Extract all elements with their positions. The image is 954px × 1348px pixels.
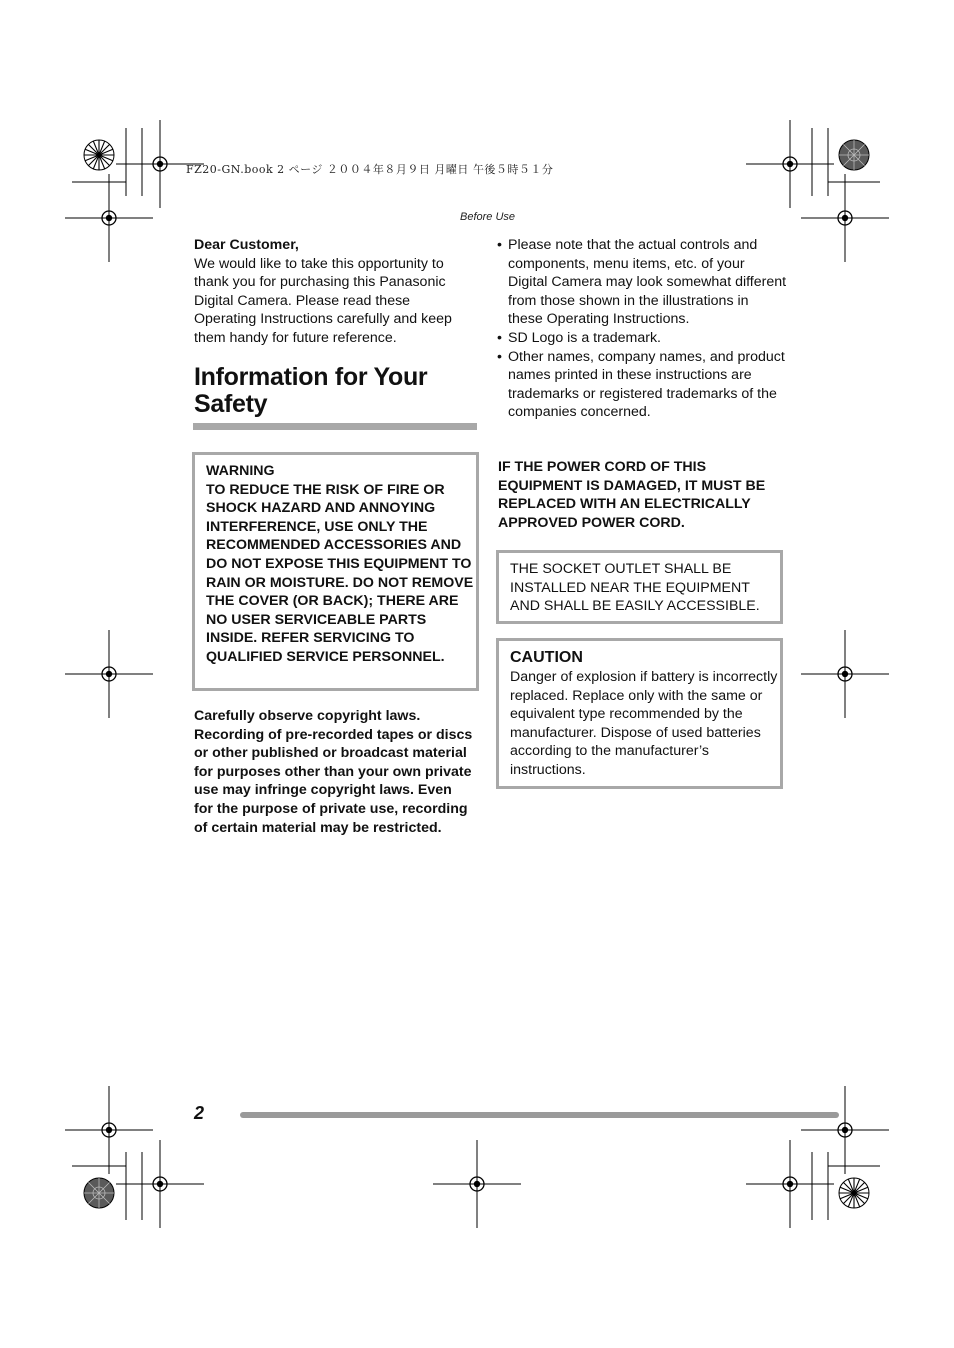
warning-heading: WARNING — [206, 463, 275, 479]
socket-note: THE SOCKET OUTLET SHALL BE INSTALLED NEAR THE EQUIPMENT AND SHALL BE EASILY ACCESSIBLE. — [510, 561, 760, 615]
warning-box — [192, 452, 479, 691]
greeting-body: We would like to take this opportunity to thank you for purchasing this Panasonic Digital Camera. Please read these Operating Instructions carefully and keep them handy for future reference. — [194, 255, 452, 346]
socket-outlet-box — [496, 550, 783, 624]
footer-rule — [240, 1112, 839, 1118]
power-cord-note: IF THE POWER CORD OF THIS EQUIPMENT IS DAMAGED, IT MUST BE REPLACED WITH AN ELECTRICALLY APPROVED POWER CORD. — [498, 459, 766, 531]
list-item: • Please note that the actual controls and components, menu items, etc. of your Digital Camera may look somewhat different from those shown in the illustrations in these Operating Instructions. — [497, 236, 787, 329]
page-title: Information for Your Safety — [194, 363, 428, 418]
notice-list — [497, 236, 787, 422]
print-file-header: FZ20-GN.book 2 ページ ２００４年８月９日 月曜日 午後５時５１分 — [186, 163, 554, 176]
copyright-note: Carefully observe copyright laws. Recording of pre-recorded tapes or discs or other published or broadcast material for purposes other than your own private use may infringe copyright laws. Even for the purpose of private use, recording of certain material may be restricted. — [194, 708, 473, 836]
caution-heading: CAUTION — [510, 649, 583, 666]
caution-body: Danger of explosion if battery is incorrectly replaced. Replace only with the same or equivalent type recommended by the manufacturer. Dispose of used batteries according to the manufacturer’s instructions. — [510, 669, 778, 778]
greeting-lead: Dear Customer, — [194, 237, 299, 253]
section-label: Before Use — [460, 211, 516, 223]
title-rule — [193, 423, 477, 430]
warning-body: TO REDUCE THE RISK OF FIRE OR SHOCK HAZARD AND ANNOYING INTERFERENCE, USE ONLY THE RECOMMENDED ACCESSORIES AND DO NOT EXPOSE THIS EQUIPMENT TO RAIN OR MOISTURE. DO NOT REMOVE THE COVER (OR BACK); THERE ARE NO USER SERVICEABLE PARTS INSIDE. REFER SERVICING TO QUALIFIED SERVICE PERSONNEL. — [206, 481, 474, 665]
page-number: 2 — [194, 1103, 205, 1123]
caution-box — [496, 638, 783, 789]
greeting — [194, 236, 474, 348]
list-item: • SD Logo is a trademark. — [497, 329, 787, 348]
list-item: • Other names, company names, and product names printed in these instructions are trademarks or registered trademarks of the companies concerned. — [497, 348, 787, 422]
